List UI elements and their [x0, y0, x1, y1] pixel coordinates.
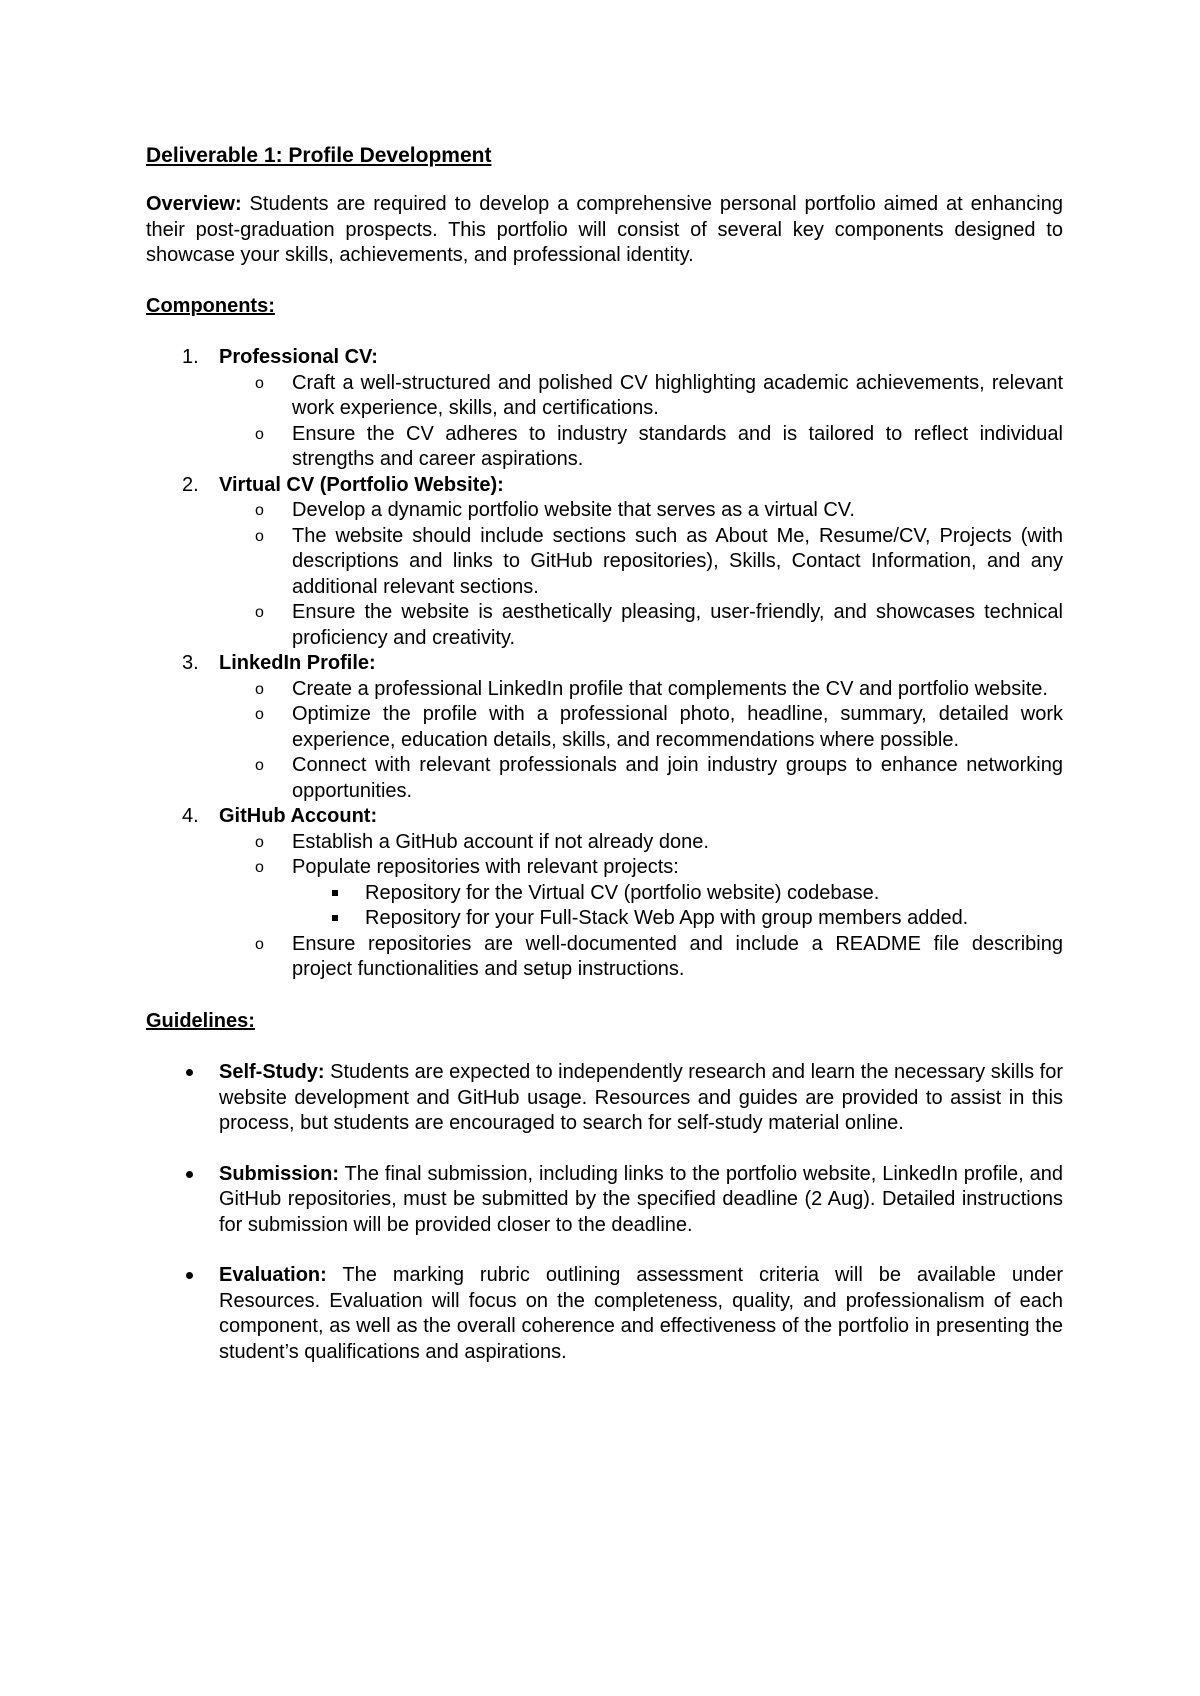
guidelines-list: [146, 1060, 1063, 1365]
guideline-item: [146, 1263, 1063, 1365]
guideline-text: Students are expected to independently research and learn the necessary skills for website development and GitHub usage. Resources and guides are provided to assist in this process, but students are encouraged to search for self-study material online.: [219, 1061, 1063, 1134]
component-sublist: [219, 830, 1063, 983]
guideline-item: [146, 1162, 1063, 1239]
overview-paragraph: [146, 192, 1063, 269]
guidelines-heading: Guidelines:: [146, 1009, 255, 1032]
list-item-text: Create a professional LinkedIn profile that complements the CV and portfolio website.: [292, 677, 1048, 700]
repository-sublist: [292, 881, 1063, 932]
circle-bullet-icon: o: [255, 527, 264, 545]
guideline-title: Evaluation:: [219, 1264, 327, 1286]
component-number: 3.: [182, 652, 199, 674]
circle-bullet-icon: o: [255, 757, 264, 774]
list-item: [219, 753, 1063, 804]
circle-bullet-icon: o: [255, 680, 264, 698]
circle-bullet-icon: o: [255, 706, 264, 723]
list-item: [219, 855, 1063, 932]
component-title: GitHub Account:: [219, 805, 378, 827]
circle-bullet-icon: o: [255, 935, 264, 953]
component-title: Professional CV:: [219, 346, 378, 368]
circle-bullet-icon: o: [255, 425, 264, 443]
circle-bullet-icon: o: [255, 502, 264, 519]
document-page: [146, 143, 1063, 1390]
list-item-text: Ensure the website is aesthetically pleasing, user-friendly, and showcases technical proficiency and creativity.: [292, 601, 1063, 649]
list-item-text: Establish a GitHub account if not already done.: [292, 830, 709, 853]
overview-text: Students are required to develop a comprehensive personal portfolio aimed at enhancing their post-graduation prospects. This portfolio will consist of several key components designed to showcase your skills, achievements, and professional identity.: [146, 193, 1063, 266]
guideline-title: Self-Study:: [219, 1061, 325, 1083]
list-item: [219, 371, 1063, 422]
list-item-text: Develop a dynamic portfolio website that serves as a virtual CV.: [292, 499, 855, 521]
list-item: [219, 830, 1063, 856]
components-heading: Components:: [146, 294, 275, 317]
list-item: [219, 498, 1063, 524]
list-item: [219, 600, 1063, 651]
list-item-text: The website should include sections such as About Me, Resume/CV, Projects (with descriptions and links to GitHub repositories), Skills, Contact Information, and any additional relevant sections.: [292, 524, 1063, 598]
list-item: [219, 702, 1063, 753]
list-item-text: Populate repositories with relevant projects:: [292, 856, 679, 878]
list-item-text: Optimize the profile with a professional photo, headline, summary, detailed work experience, education details, skills, and recommendations where possible.: [292, 703, 1063, 751]
list-item: [219, 677, 1063, 703]
list-item: [219, 422, 1063, 473]
list-item: [292, 906, 1063, 932]
component-number: 4.: [182, 805, 199, 827]
list-item-text: Ensure the CV adheres to industry standards and is tailored to reflect individual strengths and career aspirations.: [292, 422, 1063, 470]
list-item-text: Ensure repositories are well-documented and include a README file describing project functionalities and setup instructions.: [292, 932, 1063, 980]
list-item-text: Craft a well-structured and polished CV highlighting academic achievements, relevant work experience, skills, and certifications.: [292, 371, 1063, 419]
list-item-text: Repository for your Full-Stack Web App with group members added.: [365, 907, 969, 929]
circle-bullet-icon: o: [255, 859, 264, 876]
overview-label: Overview:: [146, 193, 242, 215]
guideline-text: The marking rubric outlining assessment criteria will be available under Resources. Evaluation will focus on the completeness, quality, and professionalism of each component, as well as the overall coherence and effectiveness of the portfolio in presenting the student’s qualifications and aspirations.: [219, 1264, 1063, 1363]
circle-bullet-icon: o: [255, 604, 264, 621]
component-sublist: [219, 677, 1063, 805]
circle-bullet-icon: o: [255, 833, 264, 851]
component-title: LinkedIn Profile:: [219, 652, 376, 674]
component-number: 2.: [182, 473, 199, 496]
component-item: [146, 651, 1063, 804]
component-sublist: [219, 498, 1063, 651]
page-title: Deliverable 1: Profile Development: [146, 144, 492, 167]
component-item: [146, 804, 1063, 983]
list-item: [292, 881, 1063, 907]
component-title: Virtual CV (Portfolio Website):: [219, 473, 504, 496]
bullet-dot-icon: [186, 1171, 193, 1178]
square-bullet-icon: [332, 890, 338, 896]
guideline-item: [146, 1060, 1063, 1137]
component-item: [146, 345, 1063, 473]
bullet-dot-icon: [186, 1069, 193, 1076]
list-item-text: Connect with relevant professionals and join industry groups to enhance networking opportunities.: [292, 754, 1063, 802]
component-item: [146, 473, 1063, 652]
bullet-dot-icon: [186, 1272, 193, 1279]
circle-bullet-icon: o: [255, 374, 264, 392]
square-bullet-icon: [332, 915, 338, 921]
component-number: 1.: [182, 346, 199, 368]
component-sublist: [219, 371, 1063, 473]
components-list: [146, 345, 1063, 983]
guideline-text: The final submission, including links to the portfolio website, LinkedIn profile, and GitHub repositories, must be submitted by the specified deadline (2 Aug). Detailed instructions for submission will be provided closer to the deadline.: [219, 1162, 1063, 1236]
guideline-title: Submission:: [219, 1162, 340, 1185]
list-item-text: Repository for the Virtual CV (portfolio website) codebase.: [365, 881, 880, 904]
list-item: [219, 524, 1063, 601]
list-item: [219, 932, 1063, 983]
